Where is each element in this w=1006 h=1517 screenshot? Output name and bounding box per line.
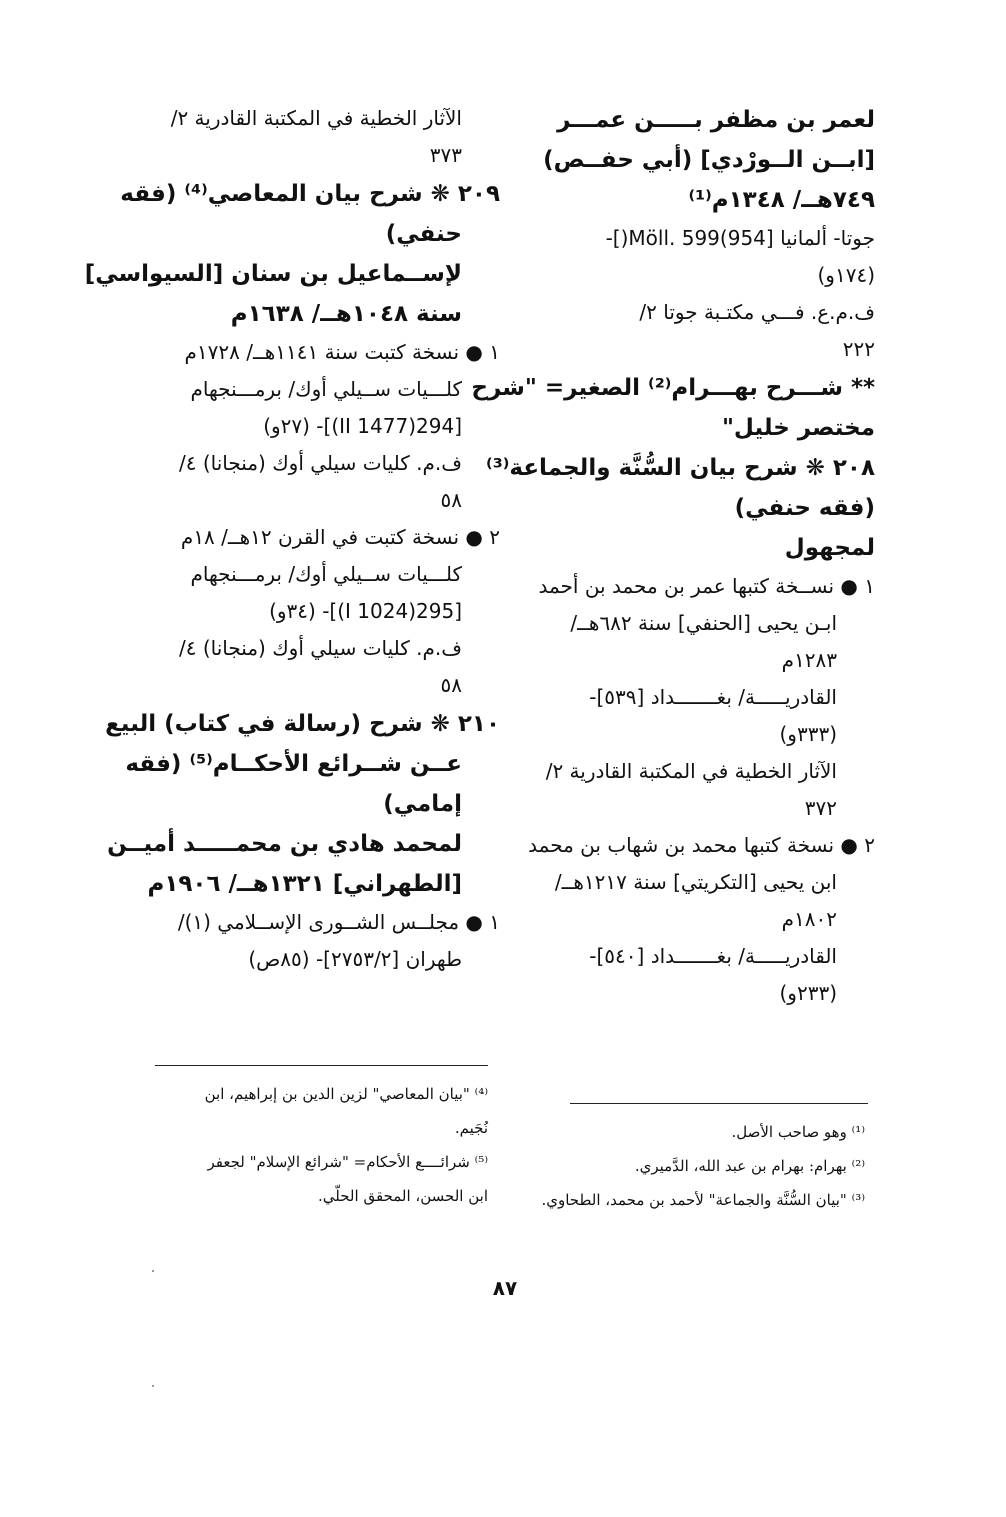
- footnote-line: ابن الحسن، المحقق الحلّي.: [318, 1187, 488, 1205]
- scan-speck: [152, 1270, 154, 1272]
- right-column: [471, 100, 875, 1012]
- entry-heading-line: لمجهول: [784, 535, 875, 561]
- entry-heading-line: لعمر بن مظفر بـــــن عمـــر: [557, 107, 875, 133]
- entry-text-line: ٥٨: [440, 488, 462, 512]
- entry-text-line: ف.م. كليات سيلي أوك (منجانا) ٤/: [178, 451, 462, 475]
- footnotes-right: [520, 1115, 865, 1217]
- entry-text-line: [294(1477 II)]- (٢٧و): [263, 414, 462, 438]
- entry-text-line: الآثار الخطية في المكتبة القادرية ٢/: [545, 759, 837, 783]
- footnotes-left: [140, 1077, 488, 1213]
- entry-heading-line: ٢١٠ ❋ شرح (رسالة في كتاب) البيع: [105, 711, 500, 737]
- entry-text-line: جوتا- ألمانيا [954)Möll. 599(]-: [605, 226, 875, 250]
- entry-text-line: [295(1024 I)]- (٣٤و): [269, 599, 462, 623]
- entry-heading-line: إمامي): [383, 791, 462, 817]
- entry-heading-line: سنة ١٠٤٨هــ/ ١٦٣٨م: [230, 301, 462, 327]
- entry-heading-line: [ابــن الــورْدي] (أبي حفــص): [543, 147, 875, 173]
- entry-text-line: ١٢٨٣م: [781, 648, 837, 672]
- entry-text-line: (١٧٤و): [817, 263, 875, 287]
- entry-text-line: ف.م. كليات سيلي أوك (منجانا) ٤/: [178, 636, 462, 660]
- entry-text-line: ف.م.ع. فـــي مكتـبة جوتا ٢/: [639, 300, 875, 324]
- entry-heading-line: حنفي): [385, 221, 462, 247]
- entry-text-line: ٣٧٣: [429, 143, 462, 167]
- entry-text-line: ١٨٠٢م: [781, 907, 837, 931]
- entry-heading-line: ٢٠٨ ❋ شرح بيان السُّنَّة والجماعة⁽³⁾: [486, 455, 875, 481]
- entry-heading-line: [الطهراني] ١٣٢١هــ/ ١٩٠٦م: [147, 871, 462, 897]
- entry-text-line: القادريـــــة/ بغـــــــداد [٥٣٩]-: [589, 685, 837, 709]
- entry-text-line: الآثار الخطية في المكتبة القادرية ٢/: [170, 106, 462, 130]
- left-column: [84, 100, 500, 978]
- entry-text-line: كلـــيات ســيلي أوك/ برمـــنجهام: [190, 562, 462, 586]
- entry-heading-line: لمحمد هادي بن محمـــــد أميــن: [107, 831, 462, 857]
- footnote-divider-left: [155, 1065, 488, 1066]
- entry-text-line: ١ ● نسخة كتبت سنة ١١٤١هــ/ ١٧٢٨م: [184, 340, 500, 364]
- entry-text-line: ٥٨: [440, 673, 462, 697]
- entry-heading-line: مختصر خليل": [721, 415, 875, 441]
- entry-heading-line: ٢٠٩ ❋ شرح بيان المعاصي⁽⁴⁾ (فقه: [120, 181, 500, 207]
- footnote-line: نُجَيم.: [454, 1119, 488, 1137]
- entry-heading-line: (فقه حنفي): [734, 495, 875, 521]
- footnote-line: ⁽⁵⁾ شرائــــع الأحكام= "شرائع الإسلام" لجعفر: [207, 1153, 488, 1171]
- entry-text-line: القادريـــــة/ بغـــــــداد [٥٤٠]-: [589, 944, 837, 968]
- entry-text-line: (٢٣٣و): [779, 981, 837, 1005]
- entry-text-line: (٣٣٣و): [779, 722, 837, 746]
- entry-text-line: ٢ ● نسخة كتبت في القرن ١٢هــ/ ١٨م: [180, 525, 500, 549]
- page-number: ٨٧: [492, 1276, 518, 1300]
- entry-text-line: ٣٧٢: [804, 796, 837, 820]
- entry-heading-line: ٧٤٩هــ/ ١٣٤٨م⁽¹⁾: [688, 187, 875, 213]
- entry-heading-line: لإســماعيل بن سنان [السيواسي]: [84, 261, 462, 287]
- entry-heading-line: ** شـــرح بهـــرام⁽²⁾ الصغير= "شرح: [471, 375, 875, 401]
- scan-speck: [152, 1385, 154, 1387]
- footnote-line: ⁽²⁾ بهرام: بهرام بن عبد الله، الدَّميري.: [634, 1157, 865, 1175]
- entry-text-line: ٢٢٢: [842, 337, 875, 361]
- entry-text-line: ٢ ● نسخة كتبها محمد بن شهاب بن محمد: [528, 833, 875, 857]
- entry-text-line: ١ ● نســخة كتبها عمر بن محمد بن أحمد: [538, 574, 875, 598]
- entry-text-line: ابن يحيى [التكريتي] سنة ١٢١٧هــ/: [554, 870, 837, 894]
- footnote-line: ⁽¹⁾ وهو صاحب الأصل.: [731, 1123, 865, 1141]
- footnote-line: ⁽³⁾ "بيان السُّنَّة والجماعة" لأحمد بن محمد، الطحاوي.: [541, 1191, 865, 1209]
- entry-text-line: كلـــيات ســيلي أوك/ برمـــنجهام: [190, 377, 462, 401]
- entry-text-line: طهران [٢٧٥٣/٢]- (٨٥ص): [248, 947, 462, 971]
- entry-heading-line: عــن شــرائع الأحكــام⁽⁵⁾ (فقه: [125, 751, 462, 777]
- entry-text-line: ١ ● مجلــس الشــورى الإســلامي (١)/: [177, 910, 500, 934]
- entry-text-line: ابـن يحيى [الحنفي] سنة ٦٨٢هــ/: [570, 611, 837, 635]
- footnote-line: ⁽⁴⁾ "بيان المعاصي" لزين الدين بن إبراهيم، ابن: [204, 1085, 488, 1103]
- footnote-divider-right: [570, 1103, 868, 1104]
